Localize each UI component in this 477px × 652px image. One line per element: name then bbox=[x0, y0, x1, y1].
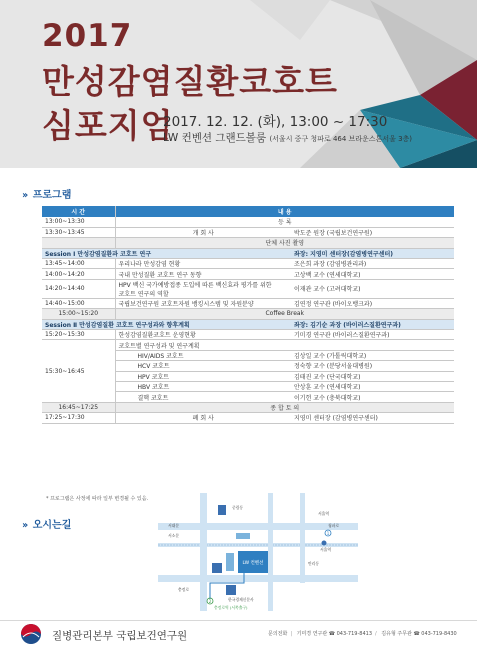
session-chair: 좌장: 지영미 센터장(감염병연구센터) bbox=[291, 248, 454, 258]
map-road-horizontal-bottom bbox=[158, 575, 358, 582]
map-marker bbox=[322, 541, 327, 546]
svg-text:중림동: 중림동 bbox=[232, 505, 244, 510]
row-time: 15:00~15:20 bbox=[42, 309, 115, 319]
program-row bbox=[42, 330, 454, 340]
svg-text:서대문: 서대문 bbox=[168, 523, 180, 528]
program-note: * 프로그램은 사정에 따라 일부 변경될 수 있음. bbox=[46, 496, 149, 502]
row-content: 개 회 사 bbox=[115, 227, 291, 237]
poster-header bbox=[0, 0, 477, 168]
header-time: 시 간 bbox=[42, 206, 115, 217]
row-time: 13:00~13:30 bbox=[42, 217, 115, 227]
poster-title: 만성감염질환코호트 bbox=[42, 62, 338, 101]
row-time: 14:40~15:00 bbox=[42, 298, 115, 308]
svg-text:충정로: 충정로 bbox=[178, 587, 190, 592]
svg-text:만리동: 만리동 bbox=[308, 561, 320, 566]
program-row bbox=[42, 340, 454, 350]
row-content-line2: 코호트 연구의 역할 bbox=[118, 290, 169, 298]
row-time: 16:45~17:25 bbox=[42, 402, 115, 412]
session-title: Session Ⅱ 만성감염질환 코호트 연구성과와 향후계획 bbox=[42, 319, 291, 329]
program-table-header bbox=[42, 206, 454, 217]
program-row bbox=[42, 298, 454, 308]
program-row bbox=[42, 402, 454, 412]
row-time bbox=[42, 238, 115, 248]
session-title: Session Ⅰ 만성감염질환과 코호트 연구 bbox=[42, 248, 291, 258]
row-speaker: 기미경 연구관 (바이러스질환연구과) bbox=[291, 330, 454, 340]
row-content: 국내 만성질환 코호트 연구 동향 bbox=[115, 269, 291, 279]
program-section-heading bbox=[22, 186, 71, 201]
program-row bbox=[42, 413, 454, 423]
contact-info: 문의전화 | 기미경 연구관 ☎ 043-719-8413 / 김유형 주무관 ☎ 043-719-8430 bbox=[268, 631, 457, 637]
row-speaker: 박도준 원장 (국립보건연구원) bbox=[291, 227, 454, 237]
row-time: 17:25~17:30 bbox=[42, 413, 115, 423]
map-road-vertical-right bbox=[300, 493, 305, 583]
program-row bbox=[42, 217, 454, 227]
map-road-vertical-mid bbox=[268, 493, 273, 611]
map-building bbox=[212, 563, 222, 573]
row-speaker: 정숙향 교수 (분당서울대병원) bbox=[291, 361, 454, 371]
cohort-item: 결핵 코호트 bbox=[115, 392, 291, 402]
row-speaker: 김연정 연구관 (바이오뱅크과) bbox=[291, 298, 454, 308]
row-content: Coffee Break bbox=[115, 309, 454, 319]
row-content: 코호트별 연구성과 및 연구계획 bbox=[115, 340, 291, 350]
map-label-venue: LW 컨벤션 bbox=[242, 561, 264, 566]
row-speaker: 이재관 교수 (고려대학교) bbox=[291, 279, 454, 298]
svg-text:1: 1 bbox=[326, 531, 330, 536]
contact-person-2: 김유형 주무관 ☎ 043-719-8430 bbox=[381, 631, 457, 637]
footer-divider bbox=[0, 620, 477, 621]
row-speaker: 이기헌 교수 (충북대학교) bbox=[291, 392, 454, 402]
program-section-title: 프로그램 bbox=[32, 190, 72, 201]
poster-subtitle: 심포지엄 bbox=[42, 106, 174, 145]
map-road-vertical-left bbox=[200, 493, 207, 611]
program-table bbox=[42, 206, 454, 424]
event-venue bbox=[163, 130, 412, 145]
cohort-item: HIV/AIDS 코호트 bbox=[115, 350, 291, 360]
row-speaker: 고상백 교수 (연세대학교) bbox=[291, 269, 454, 279]
map-building bbox=[226, 585, 236, 595]
cohort-item: HCV 코호트 bbox=[115, 361, 291, 371]
row-speaker bbox=[291, 340, 454, 350]
program-row bbox=[42, 309, 454, 319]
svg-text:서소문: 서소문 bbox=[168, 533, 180, 538]
row-content: 단체 사진 촬영 bbox=[115, 238, 454, 248]
program-row bbox=[42, 238, 454, 248]
row-speaker: 김태진 교수 (단국대학교) bbox=[291, 371, 454, 381]
program-table-body bbox=[42, 217, 454, 423]
map-building bbox=[226, 553, 234, 571]
svg-text:청파로: 청파로 bbox=[328, 523, 340, 528]
row-content: 우리나라 만성감염 현황 bbox=[115, 259, 291, 269]
row-time: 15:20~15:30 bbox=[42, 330, 115, 340]
directions-section-heading bbox=[22, 516, 71, 531]
program-row bbox=[42, 319, 454, 329]
chevron-right-icon: ›› bbox=[22, 190, 27, 201]
contact-label: 문의전화 bbox=[268, 631, 288, 637]
row-time: 14:00~14:20 bbox=[42, 269, 115, 279]
row-time: 13:30~13:45 bbox=[42, 227, 115, 237]
row-content: 등 록 bbox=[115, 217, 454, 227]
program-row bbox=[42, 269, 454, 279]
program-row bbox=[42, 227, 454, 237]
poster-year: 2017 bbox=[42, 18, 133, 54]
row-time: 14:20~14:40 bbox=[42, 279, 115, 298]
session-chair: 좌장: 김기순 과장 (바이러스질환연구과) bbox=[291, 319, 454, 329]
header-content: 내 용 bbox=[115, 206, 454, 217]
map-building bbox=[218, 505, 226, 515]
row-content: 폐 회 사 bbox=[115, 413, 291, 423]
contact-person-1: 기미경 연구관 ☎ 043-719-8413 bbox=[296, 631, 373, 637]
row-time: 15:30~16:45 bbox=[42, 340, 115, 402]
cohort-item: HBV 코호트 bbox=[115, 381, 291, 391]
cohort-item: HPV 코호트 bbox=[115, 371, 291, 381]
event-date: 2017. 12. 12. (화), 13:00 ~ 17:30 bbox=[163, 114, 388, 130]
svg-text:2: 2 bbox=[208, 599, 212, 604]
row-content: 종 합 토 의 bbox=[115, 402, 454, 412]
program-row bbox=[42, 248, 454, 258]
svg-text:서울역: 서울역 bbox=[318, 511, 330, 516]
venue-name: LW 컨벤션 그랜드볼룸 bbox=[163, 132, 267, 144]
svg-text:충정로역 (서쪽출구): 충정로역 (서쪽출구) bbox=[214, 605, 248, 610]
row-speaker: 안상훈 교수 (연세대학교) bbox=[291, 381, 454, 391]
row-speaker: 조은희 과장 (감염병관리과) bbox=[291, 259, 454, 269]
location-map bbox=[148, 493, 368, 611]
program-row bbox=[42, 259, 454, 269]
svg-text:서울역: 서울역 bbox=[320, 547, 332, 552]
row-content-line1: HPV 백신 국가예방접종 도입에 따른 백신효과 평가를 위한 bbox=[118, 281, 272, 289]
row-time: 13:45~14:00 bbox=[42, 259, 115, 269]
program-row bbox=[42, 279, 454, 298]
row-speaker: 지영미 센터장 (감염병연구센터) bbox=[291, 413, 454, 423]
svg-text:한국경제신문사: 한국경제신문사 bbox=[228, 597, 254, 602]
row-content bbox=[115, 279, 291, 298]
map-building bbox=[236, 533, 250, 539]
organization-name: 질병관리본부 국립보건연구원 bbox=[52, 630, 188, 642]
row-speaker: 김상일 교수 (가톨릭대학교) bbox=[291, 350, 454, 360]
row-content: 한성감염질환코호트 운영현황 bbox=[115, 330, 291, 340]
directions-section-title: 오시는길 bbox=[32, 520, 72, 531]
chevron-right-icon: ›› bbox=[22, 520, 27, 531]
venue-address: (서울시 중구 청파로 464 브라운스톤서울 3층) bbox=[269, 135, 413, 143]
row-content: 국립보건연구원 코호트자원 뱅킹시스템 및 자원분양 bbox=[115, 298, 291, 308]
kcdc-logo-icon bbox=[20, 623, 42, 645]
